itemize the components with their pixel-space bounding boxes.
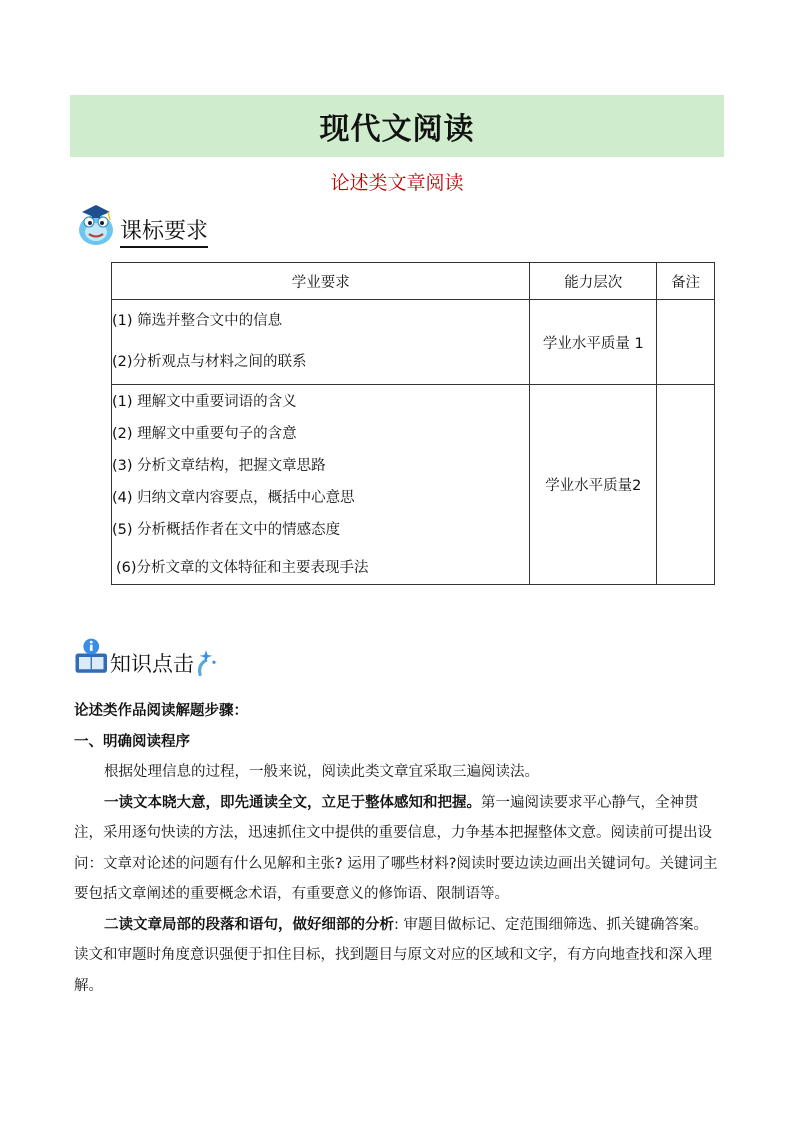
section-heading-requirements [72,200,208,248]
table-row [112,300,715,385]
body-heading-program: 一、明确阅读程序 [74,733,190,750]
paragraph-2-text: 第一遍阅读要求平心静气，全神贯注，采用逐句快读的方法，迅速抓住文中提供的重要信息，力争基本把握整体文意。阅读前可提出设问：文章对论述的问题有什么见解和主张? 运用了哪些材料?阅读时要边读边画出关键词句。关键词主要包括文章阐述的重要概念术语，有重要意义的修饰语、限制语等。 [74,794,718,902]
table-header-row [112,263,715,300]
list-item: (2)分析观点与材料之间的联系 [112,354,307,370]
sparkle-icon [194,648,218,678]
page-title: 现代文阅读 [319,112,475,147]
row-note [657,300,715,385]
section-heading-knowledge [72,636,218,678]
paragraph-3-lead: 二读文章局部的段落和语句，做好细部的分析 [104,916,394,933]
list-item: (4) 归纳文章内容要点，概括中心意思 [112,489,355,506]
body-heading-steps: 论述类作品阅读解题步骤： [74,703,248,719]
header-requirement: 学业要求 [112,263,530,300]
list-item: (6)分析文章的文体特征和主要表现手法 [116,559,369,576]
row-note [657,385,715,585]
title-band [70,95,724,157]
body-text [74,696,722,1001]
row-items [112,385,530,585]
row-level: 学业水平质量2 [530,385,657,585]
page-subtitle: 论述类文章阅读 [330,172,464,194]
list-item: (2) 理解文中重要句子的含意 [112,425,297,442]
requirements-table [111,262,715,585]
paragraph-2-lead: 一读文本晓大意，即先通读全文，立足于整体感知和把握。 [104,794,481,811]
paragraph-3-text: : 审题目做标记、定范围细筛选、抓关键确答案。读文和审题时角度意识强便于扣住目标，找到题目与原文对应的区域和文字，有方向地查找和深入理解。 [74,916,712,994]
section-label-requirements: 课标要求 [120,219,208,248]
list-item: (3) 分析文章结构，把握文章思路 [112,457,326,474]
book-info-icon [72,636,114,678]
body-paragraph-1: 根据处理信息的过程，一般来说，阅读此类文章宜采取三遍阅读法。 [104,764,539,780]
row-level: 学业水平质量 1 [530,300,657,385]
row-items [112,300,530,385]
body-paragraph-2 [74,788,722,910]
body-paragraph-3 [74,910,722,1002]
header-level: 能力层次 [530,263,657,300]
section-label-knowledge: 知识点击 [110,652,194,676]
mascot-icon [72,200,120,248]
list-item: (5) 分析概括作者在文中的情感态度 [112,521,341,538]
header-note: 备注 [657,263,715,300]
table-row [112,385,715,585]
list-item: (1) 理解文中重要词语的含义 [112,393,297,410]
list-item: (1) 筛选并整合文中的信息 [112,313,283,329]
